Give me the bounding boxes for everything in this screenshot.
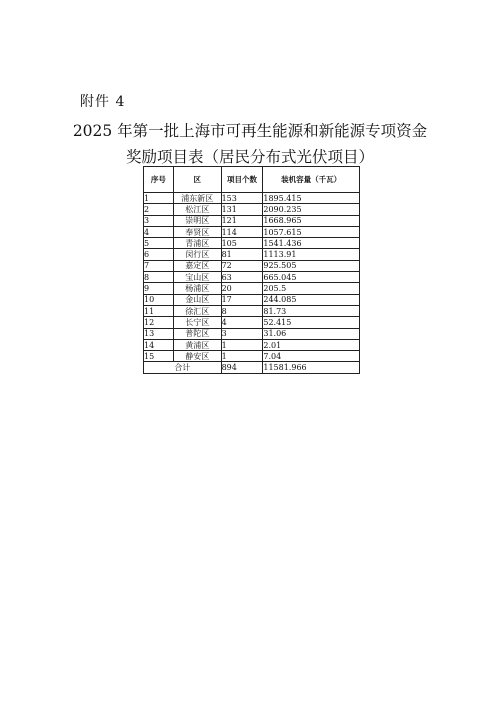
- cell-capacity: 2.01: [263, 339, 360, 350]
- table-row: [144, 249, 360, 260]
- table-row: [144, 328, 360, 339]
- header-capacity: 装机容量（千瓦）: [263, 167, 360, 193]
- table-row: [144, 260, 360, 271]
- table-row: [144, 204, 360, 215]
- award-projects-table: [143, 166, 360, 374]
- cell-district: 崇明区: [173, 215, 221, 226]
- document-title-line-1: 2025 年第一批上海市可再生能源和新能源专项资金: [72, 122, 428, 140]
- cell-district: 长宁区: [173, 317, 221, 328]
- cell-count: 4: [221, 317, 263, 328]
- cell-count: 1: [221, 339, 263, 350]
- cell-district: 金山区: [173, 294, 221, 305]
- annex-label: 附件 4: [80, 94, 126, 110]
- cell-district: 嘉定区: [173, 260, 221, 271]
- cell-district: 杨浦区: [173, 283, 221, 294]
- cell-district: 闵行区: [173, 249, 221, 260]
- cell-count: 81: [221, 249, 263, 260]
- cell-count: 3: [221, 328, 263, 339]
- cell-capacity: 52.415: [263, 317, 360, 328]
- cell-district: 静安区: [173, 351, 221, 362]
- cell-count: 105: [221, 238, 263, 249]
- cell-count: 121: [221, 215, 263, 226]
- total-count: 894: [221, 362, 263, 373]
- table-row: [144, 351, 360, 362]
- header-no: 序号: [144, 167, 174, 193]
- cell-capacity: 31.06: [263, 328, 360, 339]
- cell-no: 9: [144, 283, 174, 294]
- cell-no: 12: [144, 317, 174, 328]
- table-row: [144, 294, 360, 305]
- document-title-line-2: 奖励项目表（居民分布式光伏项目）: [125, 148, 374, 166]
- table-row: [144, 272, 360, 283]
- cell-capacity: 2090.235: [263, 204, 360, 215]
- cell-no: 2: [144, 204, 174, 215]
- cell-no: 15: [144, 351, 174, 362]
- total-capacity: 11581.966: [263, 362, 360, 373]
- cell-no: 4: [144, 226, 174, 237]
- cell-count: 131: [221, 204, 263, 215]
- cell-district: 浦东新区: [173, 193, 221, 204]
- cell-count: 114: [221, 226, 263, 237]
- cell-district: 青浦区: [173, 238, 221, 249]
- table-body: [144, 193, 360, 362]
- header-district: 区: [173, 167, 221, 193]
- cell-count: 63: [221, 272, 263, 283]
- cell-no: 7: [144, 260, 174, 271]
- table-row: [144, 215, 360, 226]
- cell-capacity: 665.045: [263, 272, 360, 283]
- cell-capacity: 925.505: [263, 260, 360, 271]
- cell-no: 6: [144, 249, 174, 260]
- cell-capacity: 1541.436: [263, 238, 360, 249]
- cell-count: 153: [221, 193, 263, 204]
- cell-district: 徐汇区: [173, 305, 221, 316]
- table-row: [144, 193, 360, 204]
- cell-capacity: 244.085: [263, 294, 360, 305]
- cell-capacity: 205.5: [263, 283, 360, 294]
- cell-no: 3: [144, 215, 174, 226]
- total-label: 合计: [144, 362, 222, 373]
- cell-count: 1: [221, 351, 263, 362]
- cell-count: 20: [221, 283, 263, 294]
- table-row: [144, 283, 360, 294]
- header-count: 项目个数: [221, 167, 263, 193]
- cell-capacity: 1113.91: [263, 249, 360, 260]
- cell-no: 13: [144, 328, 174, 339]
- table-row: [144, 238, 360, 249]
- table-row: [144, 339, 360, 350]
- table-row: [144, 226, 360, 237]
- cell-count: 17: [221, 294, 263, 305]
- table-footer: [144, 362, 360, 373]
- cell-no: 1: [144, 193, 174, 204]
- table-row: [144, 317, 360, 328]
- cell-district: 黄浦区: [173, 339, 221, 350]
- cell-capacity: 1057.615: [263, 226, 360, 237]
- cell-count: 72: [221, 260, 263, 271]
- table-row: [144, 305, 360, 316]
- cell-no: 11: [144, 305, 174, 316]
- cell-capacity: 1895.415: [263, 193, 360, 204]
- cell-capacity: 81.73: [263, 305, 360, 316]
- cell-count: 8: [221, 305, 263, 316]
- cell-capacity: 7.04: [263, 351, 360, 362]
- cell-no: 10: [144, 294, 174, 305]
- cell-district: 宝山区: [173, 272, 221, 283]
- header-row: [144, 167, 360, 193]
- table-header: [144, 167, 360, 193]
- cell-no: 14: [144, 339, 174, 350]
- cell-district: 普陀区: [173, 328, 221, 339]
- cell-no: 5: [144, 238, 174, 249]
- cell-district: 奉贤区: [173, 226, 221, 237]
- cell-no: 8: [144, 272, 174, 283]
- total-row: [144, 362, 360, 373]
- cell-district: 松江区: [173, 204, 221, 215]
- cell-capacity: 1668.965: [263, 215, 360, 226]
